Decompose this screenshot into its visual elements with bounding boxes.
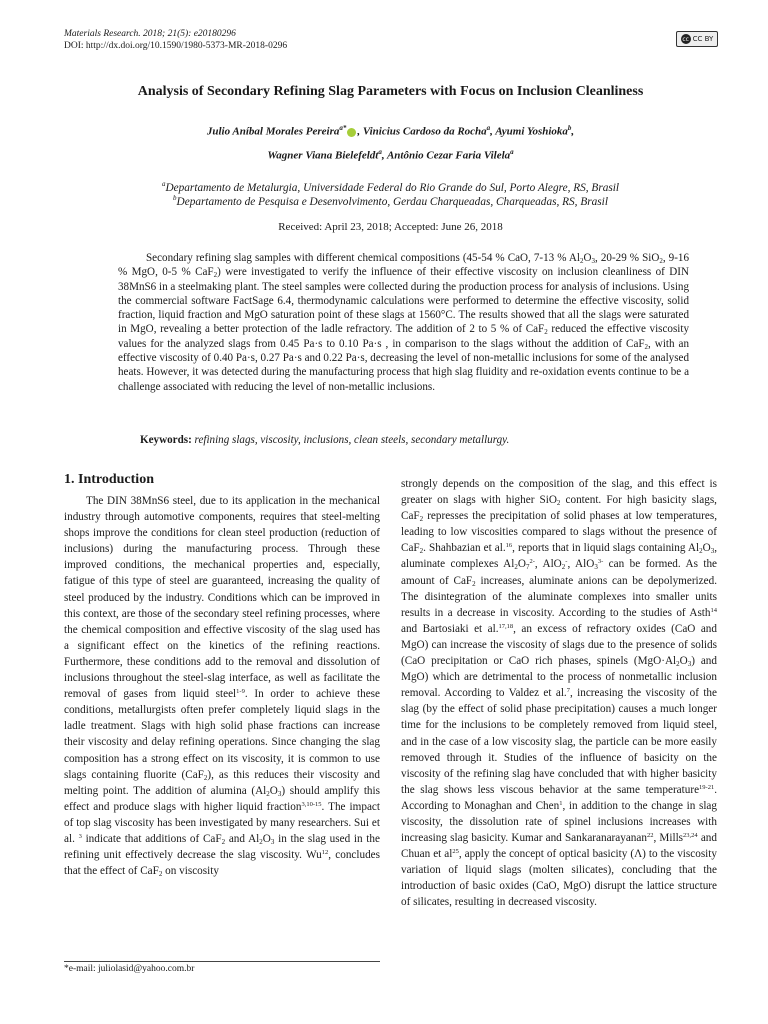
received-accepted-dates: Received: April 23, 2018; Accepted: June 26, 2018 — [278, 221, 503, 233]
authors-line-2: Wagner Viana Bielefeldt$^a$, Antônio Cezar Faria Vilela$^a$ — [267, 148, 514, 162]
cc-license-icon[interactable] — [676, 31, 718, 47]
affiliation-b: $^b$Departamento de Pesquisa e Desenvolvimento, Gerdau Charqueadas, Charqueadas, RS, Brasil — [173, 194, 608, 208]
keywords-label: Keywords: — [140, 434, 192, 446]
body-left-column: The DIN 38MnS6 steel, due to its application in the mechanical industry through automotive components, requires that steel-melting shops improve the conditions for clean steel production (reduction of inclusions) during the manufacturing process. Through these improved conditions, the mechanical properties and, especially, fatigue of this type of steel are guaranteed, increasing the quality of steel produced by the industry. Conditions which can be improved in this context, are those of the secondary steel refining processes, where the chemical composition and effective viscosity of the slag used has a significant effect on the kinetics of the refining reactions. Furthermore, these conditions add to the removal and dissolution of inclusions throughout the steel-slag interface, as well as facilitate the removal of gases from liquid steel$^{1-9}$. In order to achieve these conditions, metallurgists often prefer completely liquid slags in the ladle treatment. Slags with high solid phase fractions can increase their viscosity and delay refining operations. Since changing the slag composition has a strong effect on its viscosity, it is common to use slags containing fluorite (CaF$_2$), as this reduces their viscosity and melting point. The addition of alumina $(Al_2O_3)$ should amplify this effect and produce slags with higher liquid fraction$^{3,10-15}$. The impact of top slag viscosity has been investigated by many researchers. Sui et al. $^3$ indicate that additions of CaF$_2$ and $Al_2O_3$ in the slag used in the refining unit effectively decrease the slag viscosity. Wu$^{12}$, concludes that the effect of CaF$_2$ on viscosity — [64, 495, 380, 879]
orcid-icon[interactable] — [347, 128, 356, 137]
keywords — [140, 434, 509, 446]
paper-title: Analysis of Secondary Refining Slag Parameters with Focus on Inclusion Cleanliness — [137, 84, 644, 99]
abstract: Secondary refining slag samples with different chemical compositions (45-54 % CaO, 7-13 % $Al_2O_3$, 20-29 % SiO$_2$, 9-16 % MgO, 0-5 % CaF$_2$) were investigated to verify the influence of their effective viscosity on inclusion cleanliness of DIN 38MnS6 in a steelmaking plant. The steel samples were collected during the production process for analysis of inclusions. Using the commercial software FactSage 6.4, thermodynamic calculations were performed to determine the effective viscosity, solid fraction, liquid fraction and MgO saturation point of these slags at 1560°C. The results showed that all the slags were saturated in MgO, revealing a better protection of the ladle refractory. The addition of 2 to 5 % of CaF$_2$ reduced the effective viscosity values for the analyzed slags from 0.45 Pa·s to 0.10 Pa·s , in comparison to the slags without the addition of CaF$_2$, with an effective viscosity of 0.40 Pa·s, 0.27 Pa·s and 0.22 Pa·s, decreasing the level of non-metallic inclusions for some of the analysed heats. However, it was detected during the manufacturing process that high slag fluidity and re-oxidation events continue to be a challenge associated with reducing the level of non-metallic inclusions. — [118, 252, 690, 393]
footnote-divider — [64, 961, 380, 962]
keywords-list: refining slags, viscosity, inclusions, clean steels, secondary metallurgy. — [191, 434, 510, 446]
license-label: CC BY — [692, 35, 714, 43]
footnote-email[interactable]: *e-mail: juliolasid@yahoo.com.br — [64, 964, 195, 974]
section-heading: 1. Introduction — [64, 472, 154, 487]
authors-line-1: Julio Aníbal Morales Pereira$^{a*}$ , Vinicius Cardoso da Rocha$^a$, Ayumi Yoshioka$^b$, — [206, 124, 575, 138]
cc-circle-icon: cc — [682, 35, 689, 43]
doi-line[interactable]: DOI: http://dx.doi.org/10.1590/1980-5373-MR-2018-0296 — [64, 41, 288, 51]
journal-line: Materials Research. 2018; 21(5): e20180296 — [64, 29, 236, 39]
body-right-column: strongly depends on the composition of the slag, and this effect is greater on slags with higher SiO$_2$ content. For high basicity slags, CaF$_2$ represses the precipitation of solid phases at low temperatures, leading to low viscosities compared to slags without the presence of CaF$_2$. Shahbazian et al.$^{16}$, reports that in liquid slags containing $Al_2O_3$, aluminate complexes $Al_2O_7^{2-}$, AlO$_2$-, AlO$_3^{3-}$ can be formed. As the amount of CaF$_2$ increases, aluminate anions can be depolymerized. The disintegration of the aluminate complexes into smaller units results in a decrease in viscosity. According to the studies of Asth$^{14}$ and Bartosiaki et al.$^{17,18}$, an excess of refractory oxides (CaO and MgO) can increase the viscosity of slags due to the presence of solids (CaO precipitation or CaO rich phases, spinels $(MgO\cdot Al_2O_3)$ and MgO) which are detrimental to the process of nonmetallic inclusion removal. According to Valdez et al.$^7$, increasing the viscosity of the slag (by the effect of solid phase precipitation) causes a much longer time for the inclusions to be completely removed from liquid steel, and in the case of a low viscosity slag, the particle can be more easily removed through it. Studies of the influence of basicity on the viscosity of the refining slag have concluded that with higher basicity the slag shows less viscous behavior at the same temperature$^{19-21}$. According to Monaghan and Chen$^1$, in addition to the change in slag viscosity, the dissolution rate of spinel inclusions increases with increasing slag basicity. Kumar and Sankaranarayanan$^{22}$, Mills$^{23,24}$ and Chuan et $al^{25}$, apply the concept of optical basicity (Λ) to the viscosity variation of liquid slags (molten silicates), concluding that the introduction of basic oxides (CaO, MgO) disrupt the lattice structure of silicates, resulting in decreased viscosity. — [401, 478, 718, 909]
affiliation-a: $^a$Departamento de Metalurgia, Universidade Federal do Rio Grande do Sul, Porto Alegre, RS, Brasil — [161, 180, 620, 194]
journal-citation — [64, 28, 236, 40]
